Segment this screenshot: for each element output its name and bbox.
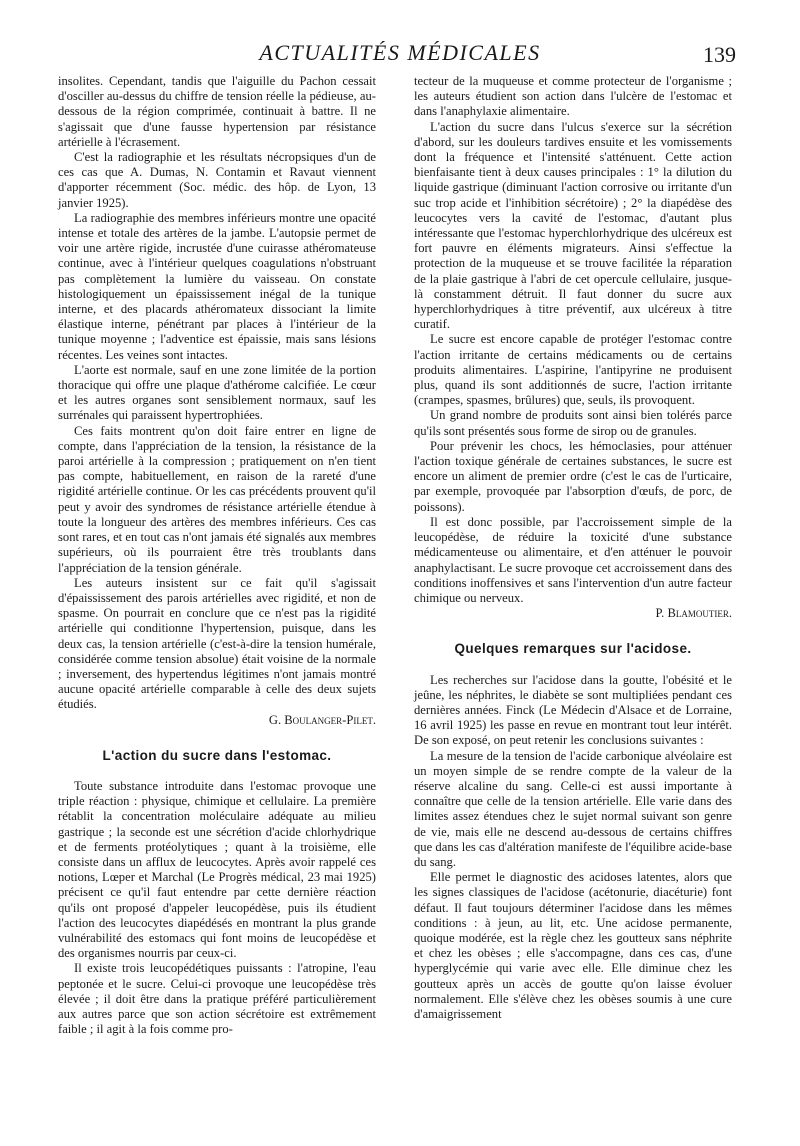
- running-title: ACTUALITÉS MÉDICALES: [259, 40, 541, 65]
- paragraph: insolites. Cependant, tandis que l'aiguille du Pachon cessait d'osciller au-dessus du chiffre de tension réelle la pédieuse, au-dessous de la région comprimée, continuait à battre. Il ne s'agissait que d'une fausse hypertension par résistance artérielle à l'écrasement.: [58, 74, 376, 149]
- paragraph: Toute substance introduite dans l'estomac provoque une triple réaction : physique, chimique et cellulaire. La première rétablit la concentration moléculaire adéquate au milieu gastrique ; la seconde est une sécrétion d'acide chlorhydrique et de ferments protéolytiques ; quant à la troisième, elle consiste dans un afflux de leucocytes. Après avoir rappelé ces notions, Lœper et Marchal (Le Progrès médical, 23 mai 1925) précisent ce qu'il faut entendre par cette dernière réaction qu'ils ont proposé d'appeler leucopédèse, puis ils étudient l'action des leucocytes diapédésés en montrant la plus grande vulnérabilité des estomacs qui font moins de leucopédèse et des organismes nourris par ceux-ci.: [58, 778, 376, 961]
- paragraph: La radiographie des membres inférieurs montre une opacité intense et totale des artères de la jambe. L'autopsie permet de voir une artère rigide, incrustée d'une cuirasse athéromateuse continue, avec à l'intérieur quelques coagulations n'obstruant pas complètement la lumière du vaisseau. On constate histologiquement un épaississement inégal de la tunique interne, et des placards athéromateux dissociant la limite élastique interne, pénétrant par places à l'intérieur de la tunique moyenne ; l'adventice est épaissie, mais sans lésions récentes. Les veines sont intactes.: [58, 210, 376, 362]
- paragraph: Ces faits montrent qu'on doit faire entrer en ligne de compte, dans l'appréciation de la tension, la résistance de la paroi artérielle à la compression ; pratiquement on n'en tient pas compte, habituellement, en raison de la rareté d'une rigidité artérielle continue. Or les cas précédents prouvent qu'il peut y avoir des syndromes de résistance artérielle étendue à toute la longueur des artères des membres inférieurs. Ces cas sont rares, et en tout cas n'ont jamais été signalés aux membres supérieurs, où ils pourraient être très troublants dans l'appréciation de la tension générale.: [58, 423, 376, 575]
- section-title: L'action du sucre dans l'estomac.: [102, 747, 332, 763]
- paragraph: L'action du sucre dans l'ulcus s'exerce sur la sécrétion d'abord, sur les douleurs tardives ensuite et les vomissements dont la fréquence et l'intensité s'atténuent. Cette action bienfaisante tient à deux causes principales : 1° la dilution du liquide gastrique (diminuant l'action corrosive ou irritante d'un suc trop acide et l'inhibition sécrétoire) ; 2° la diapédèse des leucocytes vers la cavité de l'estomac, d'autant plus intéressante que l'estomac hyperchlorhydrique des ulcéreux est fort pauvre en éléments migrateurs. Ainsi s'effectue la protection de la muqueuse et se trouve facilitée la réparation de la plaie gastrique à l'abri de cet opercule cellulaire, jusque-là constamment détruit. Il faut donner du sucre aux hyperchlorhydriques à titre préventif, aux ulcéreux à titre curatif.: [414, 119, 732, 332]
- author-signature: P. Blamoutier.: [655, 606, 732, 621]
- paragraph: tecteur de la muqueuse et comme protecteur de l'organisme ; les auteurs étudient son action dans l'ulcère de l'estomac et dans l'anaphylaxie alimentaire.: [414, 74, 732, 119]
- paragraph: Il existe trois leucopédétiques puissants : l'atropine, l'eau peptonée et le sucre. Celui-ci provoque une leucopédèse très élevée ; il doit être dans la pratique préféré particulièrement aux autres parce que son action sécrétoire est extrêmement faible ; il agit à la fois comme pro-: [58, 961, 376, 1037]
- paragraph: Pour prévenir les chocs, les hémoclasies, pour atténuer l'action toxique générale de certaines substances, le sucre est encore un aliment de premier ordre (c'est le cas de l'urticaire, par exemple, provoquée par l'absorption d'œufs, de porc, de poissons).: [414, 438, 732, 514]
- paragraph: L'aorte est normale, sauf en une zone limitée de la portion thoracique qui offre une plaque d'athérome calcifiée. Le cœur et les autres organes sont sensiblement normaux, sauf les surrénales qui paraissent hypertrophiées.: [58, 362, 376, 423]
- paragraph: Les recherches sur l'acidose dans la goutte, l'obésité et le jeûne, les néphrites, le diabète se sont multipliées pendant ces dernières années. Finck (Le Médecin d'Alsace et de Lorraine, 16 avril 1925) les passe en revue en montrant tout leur intérêt. De son exposé, on peut retenir les conclusions suivantes :: [414, 672, 732, 748]
- right-column: [414, 74, 732, 1022]
- page-header: [0, 40, 800, 70]
- page-number: 139: [703, 42, 736, 67]
- author-signature: G. Boulanger-Pilet.: [268, 712, 376, 727]
- section-title: Quelques remarques sur l'acidose.: [454, 641, 692, 657]
- paragraph: Le sucre est encore capable de protéger l'estomac contre l'action irritante de certains médicaments ou de certains produits alimentaires. L'aspirine, l'antipyrine ne produisent plus, quand ils sont additionnés de sucre, l'action irritante (crampes, spasmes, brûlures) que, seuls, ils provoquent.: [414, 332, 732, 408]
- paragraph: La mesure de la tension de l'acide carbonique alvéolaire est un moyen simple de se rendre compte de la valeur de la réserve alcaline du sang. Celle-ci est aussi importante à connaître que celle de la tension artérielle. Elle varie dans des limites assez étendues chez le sujet normal suivant son genre de vie, mais elle ne descend au-dessous de certains chiffres que dans les cas d'altération manifeste de l'équilibre acide-base du sang.: [414, 748, 732, 869]
- paragraph: Elle permet le diagnostic des acidoses latentes, alors que les signes classiques de l'acidose (acétonurie, diacéturie) font défaut. Il faut toujours déterminer l'acidose dans les mêmes conditions : à jeun, au lit, etc. Une acidose permanente, quoique modérée, est la règle chez les goutteux sans néphrite et chez les obèses ; elle s'accompagne, dans ces cas, d'une hyperglycémie qui varie avec elle. Elle diminue chez les goutteux après un accès de goutte qu'on laisse évoluer normalement. Elle s'élève chez les obèses soumis à une cure d'amaigrissement: [414, 870, 732, 1021]
- paragraph: Les auteurs insistent sur ce fait qu'il s'agissait d'épaississement des parois artérielles avec rigidité, et non de spasme. On pourrait en conclure que ce n'est pas la rigidité artérielle qui conditionne l'hypertension, puisque, dans les deux cas, la tension artérielle (c'est-à-dire la tension humérale, considérée comme tension absolue) était voisine de la normale ; inversement, des hypertendus légitimes n'ont jamais montré aucune opacité artérielle comparable à celle des deux sujets étudiés.: [58, 575, 376, 712]
- paragraph: C'est la radiographie et les résultats nécropsiques d'un de ces cas que A. Dumas, N. Contamin et Ravaut viennent d'apporter récemment (Soc. médic. des hôp. de Lyon, 13 janvier 1925).: [58, 150, 376, 210]
- left-column: [58, 74, 376, 1037]
- paragraph: Un grand nombre de produits sont ainsi bien tolérés parce qu'ils sont présentés sous forme de sirop ou de granules.: [414, 408, 732, 438]
- paragraph: Il est donc possible, par l'accroissement simple de la leucopédèse, de réduire la toxicité d'une substance médicamenteuse ou alimentaire, et d'en atténuer le pouvoir anaphylactisant. Le sucre provoque cet accroissement dans des conditions inoffensives et sans l'intervention d'un autre facteur chimique ou nerveux.: [414, 514, 732, 605]
